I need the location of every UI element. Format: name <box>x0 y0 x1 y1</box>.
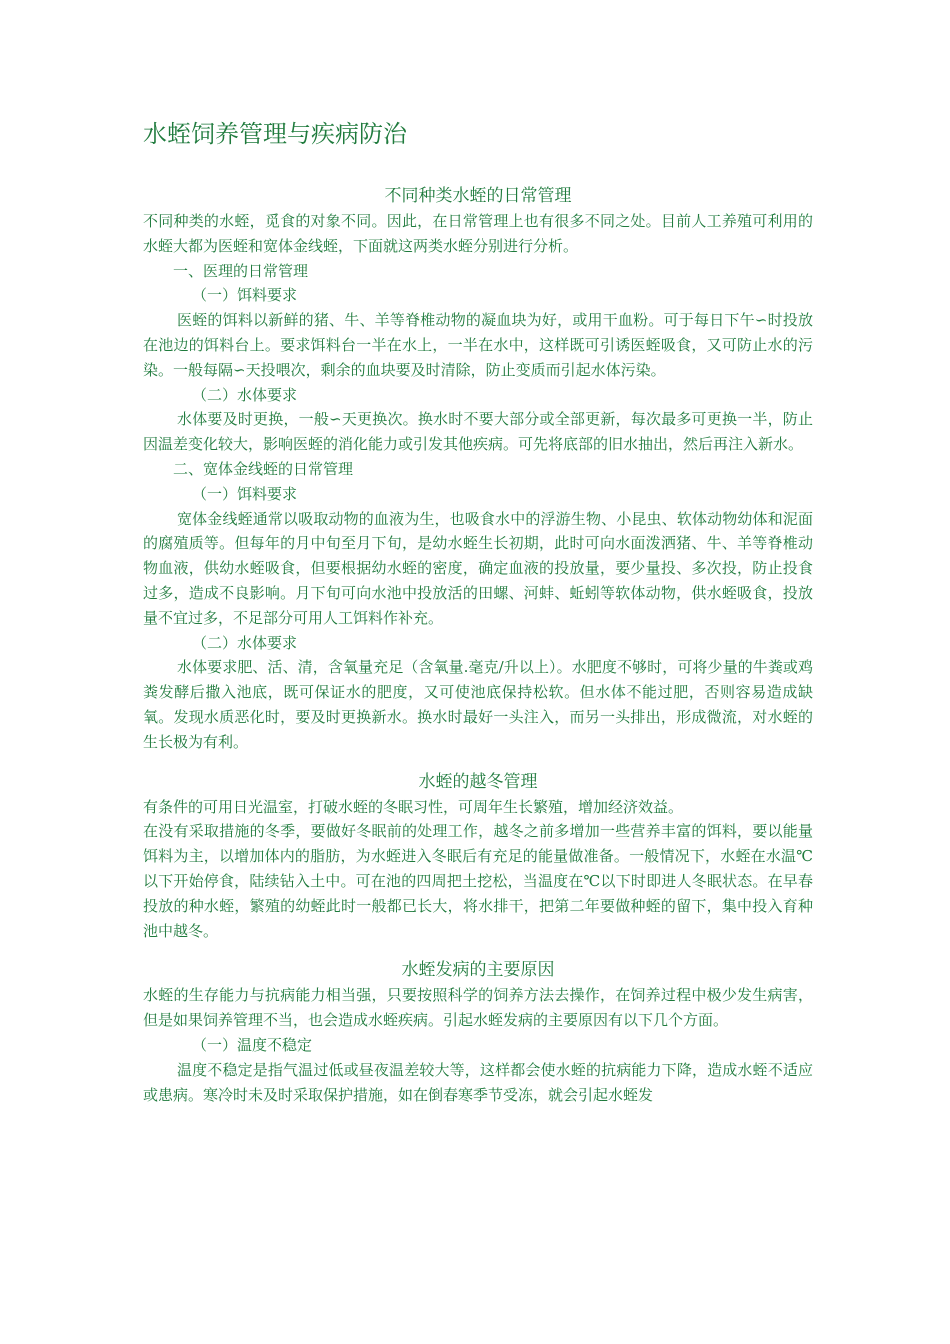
subheading-feed-requirements: （一）饵料要求 <box>192 286 298 305</box>
section-heading-disease-causes: 水蛭发病的主要原因 <box>401 960 555 981</box>
paragraph-water-text: 水体要及时更换，一般∽天更换次。换水时不要大部分或全部更新，每次最多可更换一半，防止因温差变化较大，影响医蛭的消化能力或引发其他疾病。可先将底部的旧水抽出，然后再注入新水。 <box>143 410 813 454</box>
subheading-whitmania-leech: 二、宽体金线蛭的日常管理 <box>173 459 354 478</box>
subheading-water-requirements: （二）水体要求 <box>192 385 298 404</box>
paragraph-intro: 不同种类的水蛭，觅食的对象不同。因此，在日常管理上也有很多不同之处。目前人工养殖可利用的水蛭大都为医蛭和宽体金线蛭，下面就这两类水蛭分别进行分析。 <box>143 212 813 255</box>
document-title: 水蛭饲养管理与疾病防治 <box>143 120 407 148</box>
paragraph-disease-intro: 水蛭的生存能力与抗病能力相当强，只要按照科学的饲养方法去操作，在饲养过程中极少发生病害，但是如果饲养管理不当，也会造成水蛭疾病。引起水蛭发病的主要原因有以下几个方面。 <box>143 986 813 1030</box>
paragraph-feed-text: 医蛭的饵料以新鲜的猪、牛、羊等脊椎动物的凝血块为好，或用干血粉。可于每日下午∽时投放在池边的饵料台上。要求饵料台一半在水上，一半在水中，这样既可引诱医蛭吸食，又可防止水的污染。一般每隔∽天投喂次，剩余的血块要及时清除，防止变质而引起水体污染。 <box>143 311 813 379</box>
paragraph-temperature-text: 温度不稳定是指气温过低或昼夜温差较大等，这样都会使水蛭的抗病能力下降，造成水蛭不适应或患病。寒冷时未及时采取保护措施，如在倒春寒季节受冻，就会引起水蛭发 <box>143 1060 813 1104</box>
subheading-medicinal-leech: 一、医理的日常管理 <box>173 261 309 280</box>
subheading-feed-requirements-2: （一）饵料要求 <box>192 484 298 503</box>
subheading-water-requirements-2: （二）水体要求 <box>192 633 298 652</box>
subheading-unstable-temperature: （一）温度不稳定 <box>192 1035 313 1054</box>
paragraph-water-text-2: 水体要求肥、活、清，含氧量充足（含氧量.毫克/升以上）。水肥度不够时，可将少量的牛粪或鸡粪发酵后撒入池底，既可保证水的肥度，又可使池底保持松软。但水体不能过肥，否则容易造成缺氧。发现水质恶化时，要及时更换新水。换水时最好一头注入，而另一头排出，形成微流，对水蛭的生长极为有利。 <box>143 658 813 751</box>
paragraph-feed-text-2: 宽体金线蛭通常以吸取动物的血液为生，也吸食水中的浮游生物、小昆虫、软体动物幼体和泥面的腐殖质等。但每年的月中旬至月下旬，是幼水蛭生长初期，此时可向水面泼洒猪、牛、羊等脊椎动物血液，供幼水蛭吸食，但要根据幼水蛭的密度，确定血液的投放量，要少量投、多次投，防止投食过多，造成不良影响。月下旬可向水池中投放活的田螺、河蚌、蚯蚓等软体动物，供水蛭吸食，投放量不宜过多，不足部分可用人工饵料作补充。 <box>143 509 813 627</box>
section-heading-overwintering: 水蛭的越冬管理 <box>418 771 538 792</box>
document-body <box>143 183 813 1107</box>
paragraph-winter-prep: 在没有采取措施的冬季，要做好冬眠前的处理工作，越冬之前多增加一些营养丰富的饵料，要以能量饵料为主，以增加体内的脂肪，为水蛭进入冬眠后有充足的能量做准备。一般情况下，水蛭在水温℃以下开始停食，陆续钻入土中。可在池的四周把土挖松，当温度在℃以下时即进人冬眠状态。在早春投放的种水蛭，繁殖的幼蛭此时一般都已长大，将水排干，把第二年要做种蛭的留下，集中投入育种池中越冬。 <box>143 822 813 940</box>
section-heading-daily-management: 不同种类水蛭的日常管理 <box>384 186 572 206</box>
paragraph-greenhouse: 有条件的可用日光温室，打破水蛭的冬眠习性，可周年生长繁殖，增加经济效益。 <box>143 797 684 816</box>
